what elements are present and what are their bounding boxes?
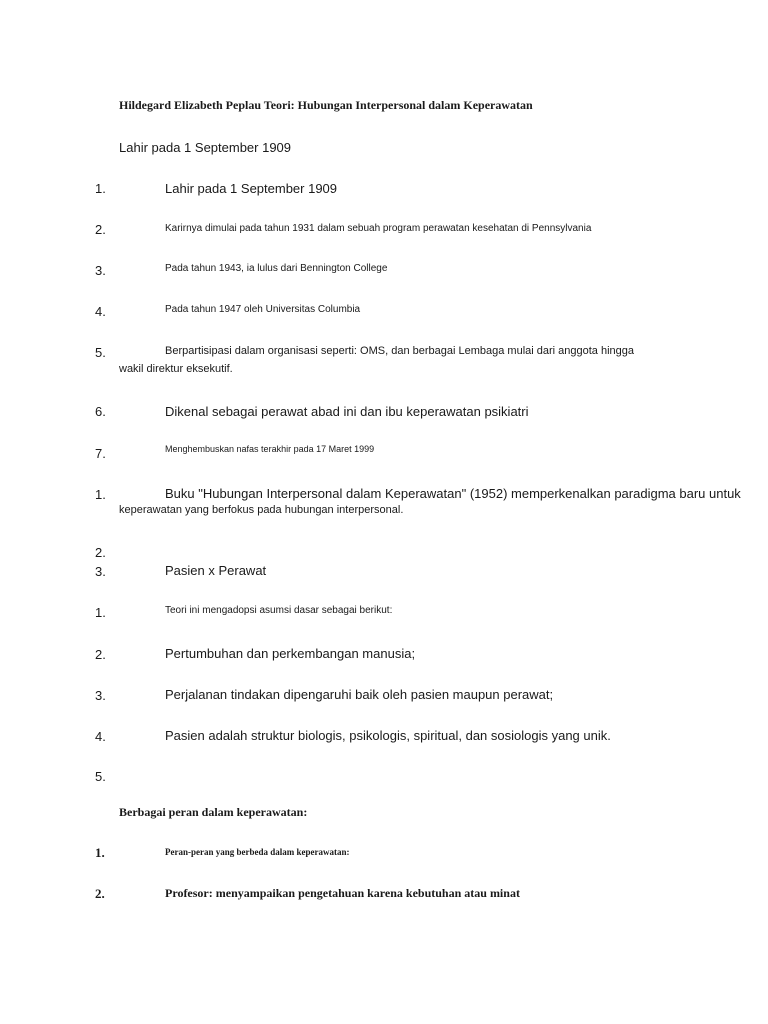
- list-number: 1.: [95, 605, 106, 620]
- list-number: 4.: [95, 304, 106, 319]
- list-number: 2.: [95, 222, 106, 237]
- list-item: Perjalanan tindakan dipengaruhi baik oleh pasien maupun perawat;: [165, 687, 554, 702]
- list-item: Dikenal sebagai perawat abad ini dan ibu keperawatan psikiatri: [165, 404, 529, 419]
- list-item: Peran-peran yang berbeda dalam keperawatan:: [165, 847, 350, 857]
- document-title: Hildegard Elizabeth Peplau Teori: Hubungan Interpersonal dalam Keperawatan: [119, 98, 533, 112]
- list-number: 2.: [95, 545, 106, 560]
- list-number: 3.: [95, 564, 106, 579]
- list-number: 3.: [95, 688, 106, 703]
- list-item: Pasien x Perawat: [165, 563, 267, 578]
- list-number: 1.: [95, 181, 106, 196]
- list-item: Pada tahun 1943, ia lulus dari Bennington College: [165, 263, 388, 274]
- list-number: 4.: [95, 729, 106, 744]
- list-number: 1.: [95, 845, 105, 860]
- list-item-continuation: keperawatan yang berfokus pada hubungan interpersonal.: [119, 504, 404, 516]
- list-item: Buku "Hubungan Interpersonal dalam Keperawatan" (1952) memperkenalkan paradigma baru untuk: [165, 486, 741, 501]
- list-item: Lahir pada 1 September 1909: [165, 181, 338, 196]
- roles-heading: Berbagai peran dalam keperawatan:: [119, 805, 308, 819]
- list-item: Berpartisipasi dalam organisasi seperti: OMS, dan berbagai Lembaga mulai dari anggota hingga: [165, 345, 634, 357]
- list-item: Pertumbuhan dan perkembangan manusia;: [165, 646, 416, 661]
- list-item: Pasien adalah struktur biologis, psikologis, spiritual, dan sosiologis yang unik.: [165, 728, 611, 743]
- list-item: Profesor: menyampaikan pengetahuan karena kebutuhan atau minat: [165, 886, 520, 900]
- list-number: 5.: [95, 769, 106, 784]
- list-item: Karirnya dimulai pada tahun 1931 dalam sebuah program perawatan kesehatan di Pennsylvania: [165, 223, 592, 234]
- list-number: 3.: [95, 263, 106, 278]
- born-line: Lahir pada 1 September 1909: [119, 140, 292, 155]
- list-number: 6.: [95, 404, 106, 419]
- list-item: Teori ini mengadopsi asumsi dasar sebagai berikut:: [165, 605, 393, 616]
- list-number: 2.: [95, 647, 106, 662]
- list-item: Menghembuskan nafas terakhir pada 17 Maret 1999: [165, 444, 375, 454]
- list-number: 1.: [95, 487, 106, 502]
- list-number: 7.: [95, 446, 106, 461]
- list-number: 2.: [95, 886, 105, 901]
- list-number: 5.: [95, 345, 106, 360]
- list-item-continuation: wakil direktur eksekutif.: [119, 363, 233, 375]
- list-item: Pada tahun 1947 oleh Universitas Columbia: [165, 304, 361, 315]
